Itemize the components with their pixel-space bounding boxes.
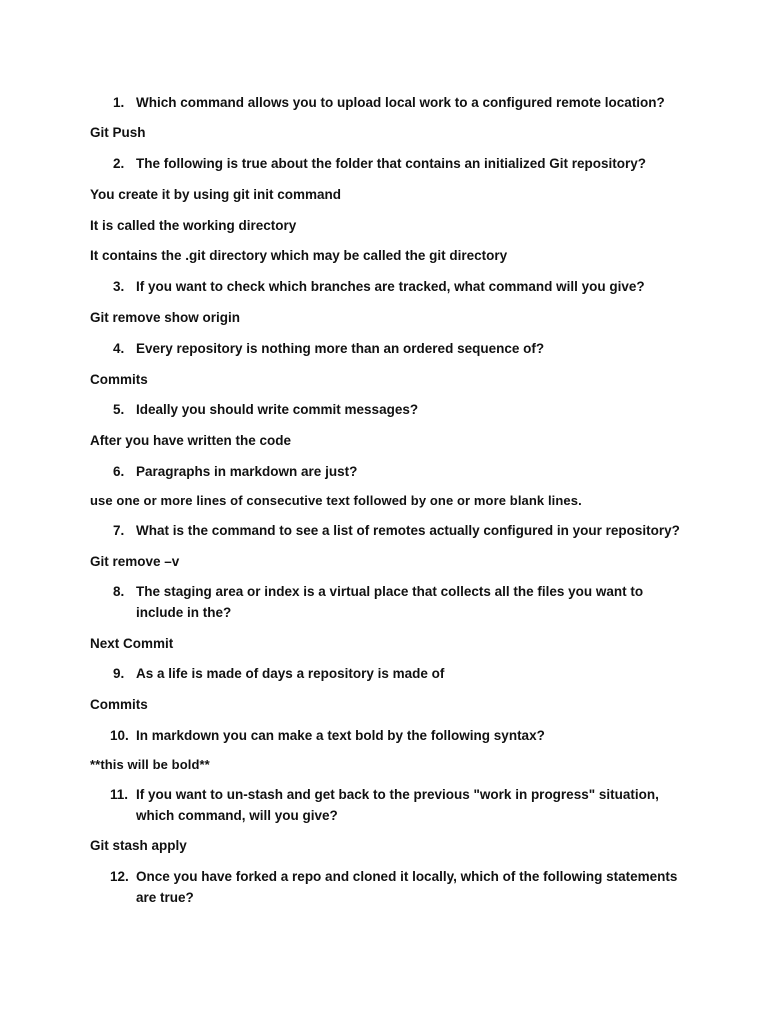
question-number: 4.	[113, 341, 125, 356]
answer-8: Next Commit	[90, 636, 174, 651]
answer-7: Git remove –v	[90, 554, 180, 569]
answer-11: Git stash apply	[90, 838, 187, 853]
question-number: 11.	[110, 787, 129, 802]
question-text: Paragraphs in markdown are just?	[136, 464, 358, 479]
answer-4: Commits	[90, 372, 148, 387]
question-number: 1.	[113, 95, 125, 110]
question-number: 12.	[110, 869, 129, 884]
question-number: 10.	[110, 728, 129, 743]
answer-5: After you have written the code	[90, 433, 292, 448]
question-number: 6.	[113, 464, 125, 479]
answer-6: use one or more lines of consecutive text followed by one or more blank lines.	[90, 493, 582, 508]
question-text: Once you have forked a repo and cloned it locally, which of the following statements are true?	[136, 869, 678, 905]
question-text: Which command allows you to upload local work to a configured remote location?	[136, 95, 665, 110]
question-number: 9.	[113, 666, 125, 681]
question-text: If you want to check which branches are tracked, what command will you give?	[136, 279, 645, 294]
question-number: 7.	[113, 523, 125, 538]
answer-2b: It is called the working directory	[90, 218, 297, 233]
answer-10: **this will be bold**	[90, 757, 210, 772]
answer-2c: It contains the .git directory which may be called the git directory	[90, 248, 508, 263]
question-text: In markdown you can make a text bold by the following syntax?	[136, 728, 545, 743]
answer-2a: You create it by using git init command	[90, 187, 342, 202]
question-number: 8.	[113, 584, 125, 599]
question-text: If you want to un-stash and get back to the previous "work in progress" situation, which command, will you give?	[136, 787, 659, 823]
answer-1: Git Push	[90, 125, 146, 140]
question-text: The following is true about the folder that contains an initialized Git repository?	[136, 156, 647, 171]
answer-9: Commits	[90, 697, 148, 712]
question-text: The staging area or index is a virtual place that collects all the files you want to include in the?	[136, 584, 644, 620]
question-text: Ideally you should write commit messages?	[136, 402, 419, 417]
question-text: Every repository is nothing more than an ordered sequence of?	[136, 341, 545, 356]
question-text: What is the command to see a list of remotes actually configured in your repository?	[136, 523, 680, 538]
question-number: 5.	[113, 402, 125, 417]
answer-3: Git remove show origin	[90, 310, 241, 325]
question-number: 2.	[113, 156, 125, 171]
question-text: As a life is made of days a repository is made of	[136, 666, 445, 681]
question-number: 3.	[113, 279, 125, 294]
